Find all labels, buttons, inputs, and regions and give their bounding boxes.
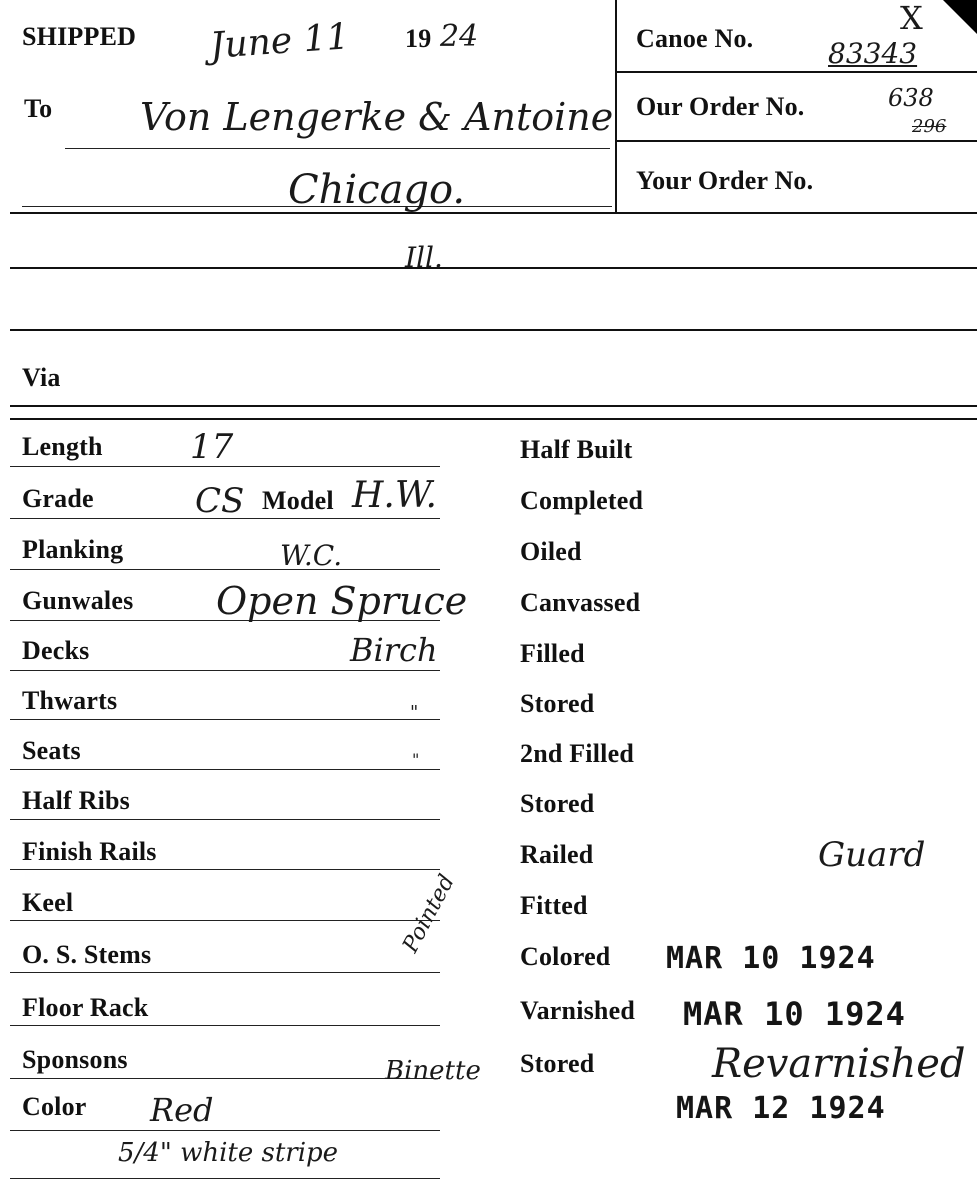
margin-note: Pointed — [398, 870, 460, 957]
length-value: 17 — [190, 427, 234, 467]
oiled-label: Oiled — [520, 537, 582, 566]
varnished-label: Varnished — [520, 996, 635, 1025]
length-label: Length — [22, 432, 103, 461]
color-value: Red — [150, 1091, 214, 1129]
year-prefix: 19 — [405, 24, 432, 53]
seats-value: " — [412, 750, 420, 769]
model-label: Model — [262, 486, 334, 515]
our-order-label: Our Order No. — [636, 92, 805, 121]
model-value: H.W. — [352, 475, 437, 516]
stored-label-1: Stored — [520, 689, 595, 718]
seats-label: Seats — [22, 736, 81, 765]
completed-label: Completed — [520, 486, 644, 515]
sponsons-label: Sponsons — [22, 1045, 128, 1074]
row-line — [10, 1025, 440, 1026]
floor-rack-label: Floor Rack — [22, 993, 149, 1022]
our-order-value: 638 — [888, 84, 934, 112]
fitted-label: Fitted — [520, 891, 588, 920]
row-line — [10, 869, 440, 870]
row-line — [10, 920, 440, 921]
to-state: Ill. — [405, 241, 443, 274]
to-line — [65, 148, 610, 149]
rule-line — [10, 329, 977, 331]
planking-label: Planking — [22, 535, 124, 564]
shipped-date: June 11 — [208, 16, 351, 67]
colored-label: Colored — [520, 942, 611, 971]
grade-label: Grade — [22, 484, 94, 513]
filled-label: Filled — [520, 639, 585, 668]
stored-label-3: Stored — [520, 1049, 595, 1078]
rule-line — [615, 71, 977, 73]
sponsons-value: Binette — [385, 1056, 481, 1086]
canoe-mark: X — [900, 0, 923, 37]
header-divider-line — [615, 0, 617, 212]
rule-line — [10, 405, 977, 407]
rule-line — [10, 418, 977, 420]
row-line — [10, 1078, 440, 1079]
our-order-sub: 296 — [912, 116, 947, 137]
stored-date-stamp: MAR 12 1924 — [676, 1091, 886, 1126]
row-line — [10, 769, 440, 770]
color-label: Color — [22, 1092, 87, 1121]
stored-label-2: Stored — [520, 789, 595, 818]
via-label: Via — [22, 363, 61, 392]
thwarts-label: Thwarts — [22, 686, 118, 715]
decks-label: Decks — [22, 636, 90, 665]
canoe-no-value: 83343 — [828, 37, 918, 70]
canoe-no-label: Canoe No. — [636, 24, 754, 53]
half-built-label: Half Built — [520, 435, 633, 464]
finish-rails-label: Finish Rails — [22, 837, 157, 866]
to-name: Von Lengerke & Antoine — [140, 95, 614, 139]
railed-value: Guard — [818, 835, 926, 875]
row-line — [10, 569, 440, 570]
row-line — [10, 819, 440, 820]
os-stems-label: O. S. Stems — [22, 940, 152, 969]
thwarts-value: " — [410, 702, 419, 723]
grade-value: CS — [195, 481, 245, 521]
rule-line — [10, 267, 977, 269]
gunwales-value: Open Spruce — [216, 579, 468, 623]
rule-line — [10, 212, 977, 214]
row-line — [10, 1178, 440, 1179]
row-line — [10, 1130, 440, 1131]
to-label: To — [24, 94, 53, 123]
shipped-label: SHIPPED — [22, 22, 137, 51]
corner-mark — [943, 0, 977, 34]
half-ribs-label: Half Ribs — [22, 786, 130, 815]
colored-date-stamp: MAR 10 1924 — [666, 941, 876, 976]
canvassed-label: Canvassed — [520, 588, 641, 617]
planking-value: W.C. — [280, 539, 343, 572]
to-city: Chicago. — [288, 167, 466, 213]
varnished-date-stamp: MAR 10 1924 — [683, 995, 906, 1033]
row-line — [10, 670, 440, 671]
keel-label: Keel — [22, 888, 74, 917]
rule-line — [615, 140, 977, 142]
stored-note: Revarnished — [712, 1041, 966, 1087]
row-line — [10, 972, 440, 973]
year-suffix: 24 — [440, 19, 479, 54]
decks-value: Birch — [350, 631, 438, 669]
railed-label: Railed — [520, 840, 594, 869]
color-note: 5/4" white stripe — [118, 1138, 339, 1168]
your-order-label: Your Order No. — [636, 166, 814, 195]
row-line — [10, 719, 440, 720]
second-filled-label: 2nd Filled — [520, 739, 634, 768]
gunwales-label: Gunwales — [22, 586, 134, 615]
